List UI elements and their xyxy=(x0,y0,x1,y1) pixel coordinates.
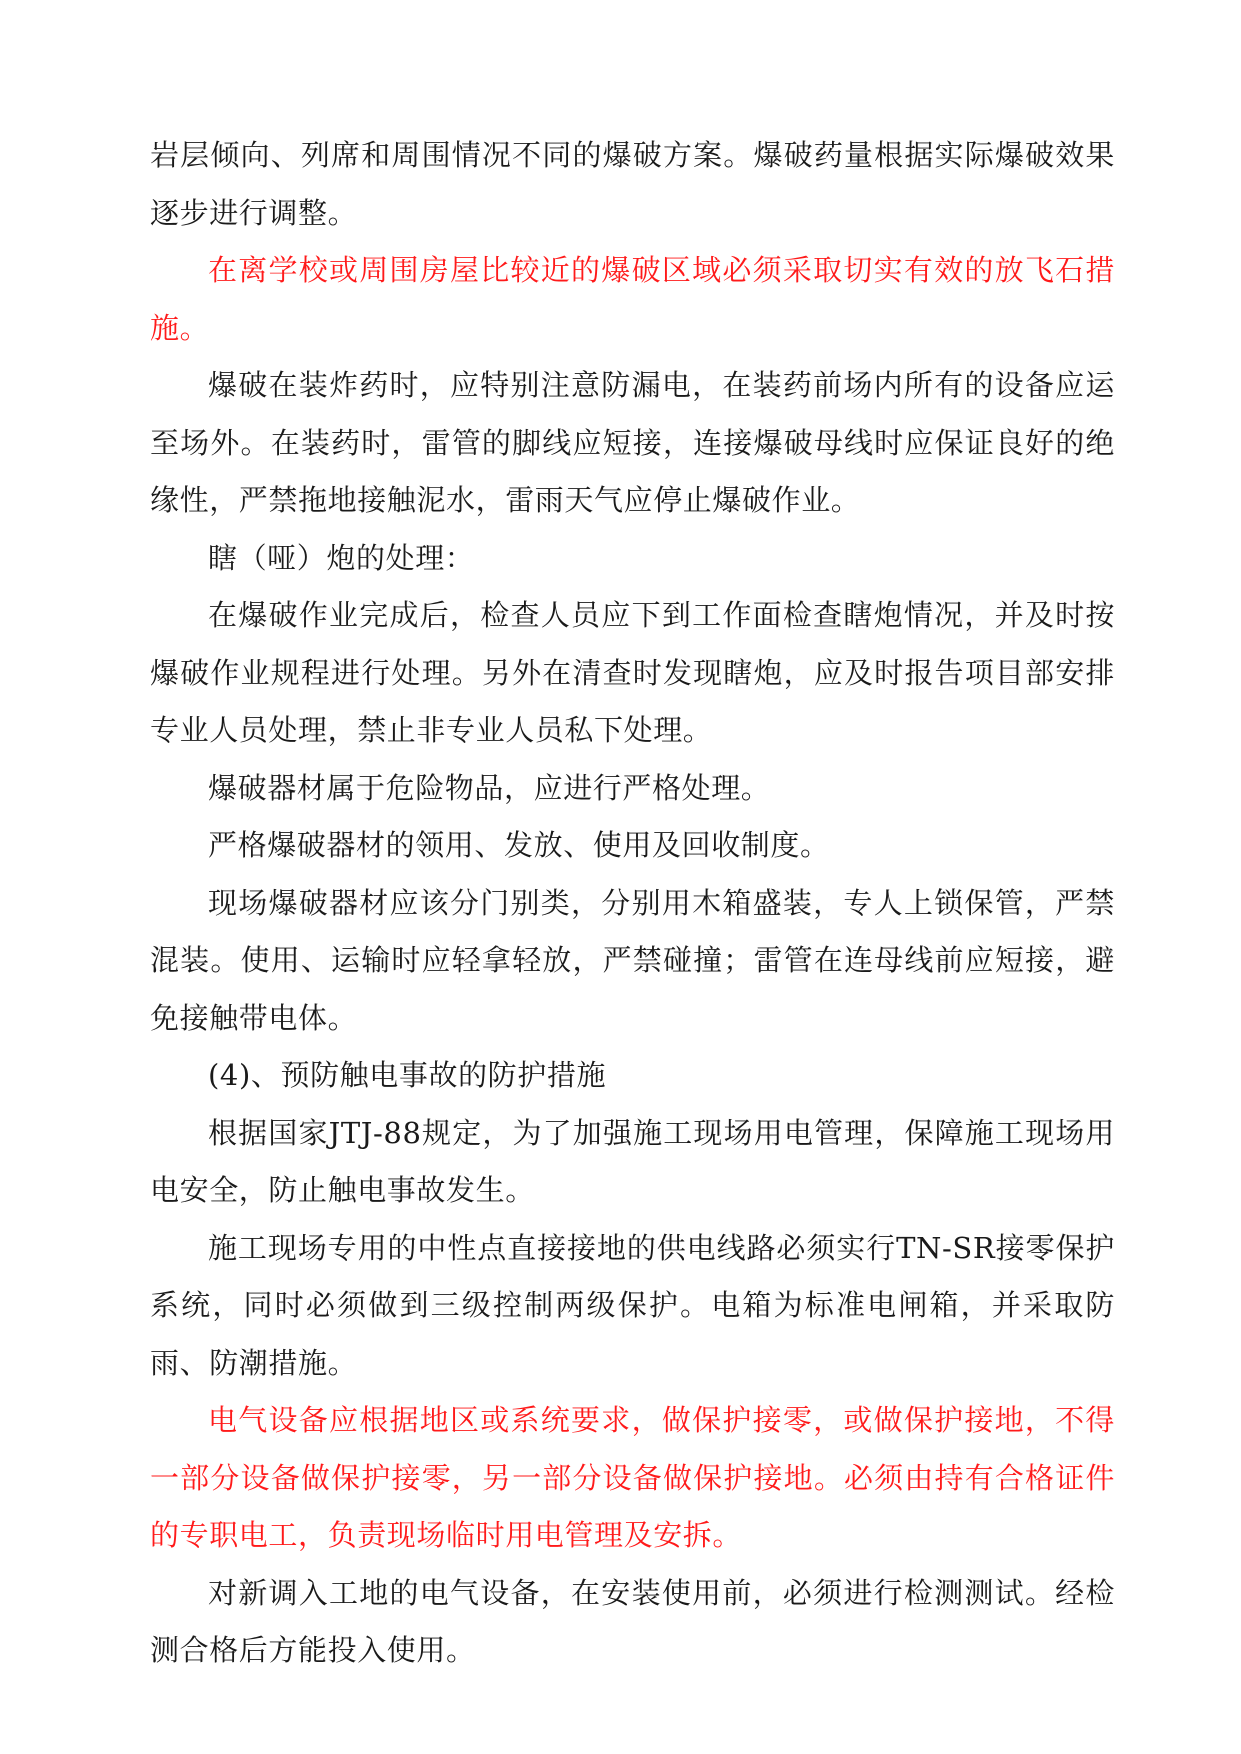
paragraph-charging-leakage: 爆破在装炸药时，应特别注意防漏电，在装药前场内所有的设备应运至场外。在装药时，雷管的脚线应短接，连接爆破母线时应保证良好的绝缘性，严禁拖地接触泥水，雷雨天气应停止爆破作业。 xyxy=(150,368,1115,517)
document-body xyxy=(150,127,1115,1680)
paragraph-equipment-testing: 对新调入工地的电气设备，在安装使用前，必须进行检测测试。经检测合格后方能投入使用。 xyxy=(150,1575,1115,1667)
paragraph-blasting-plan: 岩层倾向、列席和周围情况不同的爆破方案。爆破药量根据实际爆破效果逐步进行调整。 xyxy=(150,138,1115,230)
paragraph-flyrock-measures: 在离学校或周围房屋比较近的爆破区域必须采取切实有效的放飞石措施。 xyxy=(150,253,1115,345)
section-heading-electrocution: (4)、预防触电事故的防护措施 xyxy=(208,1058,607,1092)
paragraph-jtj-regulation: 根据国家JTJ-88规定，为了加强施工现场用电管理，保障施工现场用电安全，防止触电事故发生。 xyxy=(150,1115,1115,1207)
paragraph-misfire-handling: 在爆破作业完成后，检查人员应下到工作面检查瞎炮情况，并及时按爆破作业规程进行处理。另外在清查时发现瞎炮，应及时报告项目部安排专业人员处理，禁止非专业人员私下处理。 xyxy=(150,598,1115,747)
paragraph-misfire-heading: 瞎（哑）炮的处理： xyxy=(208,540,475,575)
paragraph-material-control: 严格爆破器材的领用、发放、使用及回收制度。 xyxy=(208,828,830,862)
paragraph-grounding-rules: 电气设备应根据地区或系统要求，做保护接零，或做保护接地，不得一部分设备做保护接零，另一部分设备做保护接地。必须由持有合格证件的专职电工，负责现场临时用电管理及安拆。 xyxy=(150,1403,1115,1552)
paragraph-hazardous-materials: 爆破器材属于危险物品，应进行严格处理。 xyxy=(208,770,771,805)
paragraph-tn-system: 施工现场专用的中性点直接接地的供电线路必须实行TN-SR接零保护系统，同时必须做到三级控制两级保护。电箱为标准电闸箱，并采取防雨、防潮措施。 xyxy=(150,1230,1115,1380)
paragraph-material-storage: 现场爆破器材应该分门别类，分别用木箱盛装，专人上锁保管，严禁混装。使用、运输时应轻拿轻放，严禁碰撞；雷管在连母线前应短接，避免接触带电体。 xyxy=(150,885,1115,1035)
